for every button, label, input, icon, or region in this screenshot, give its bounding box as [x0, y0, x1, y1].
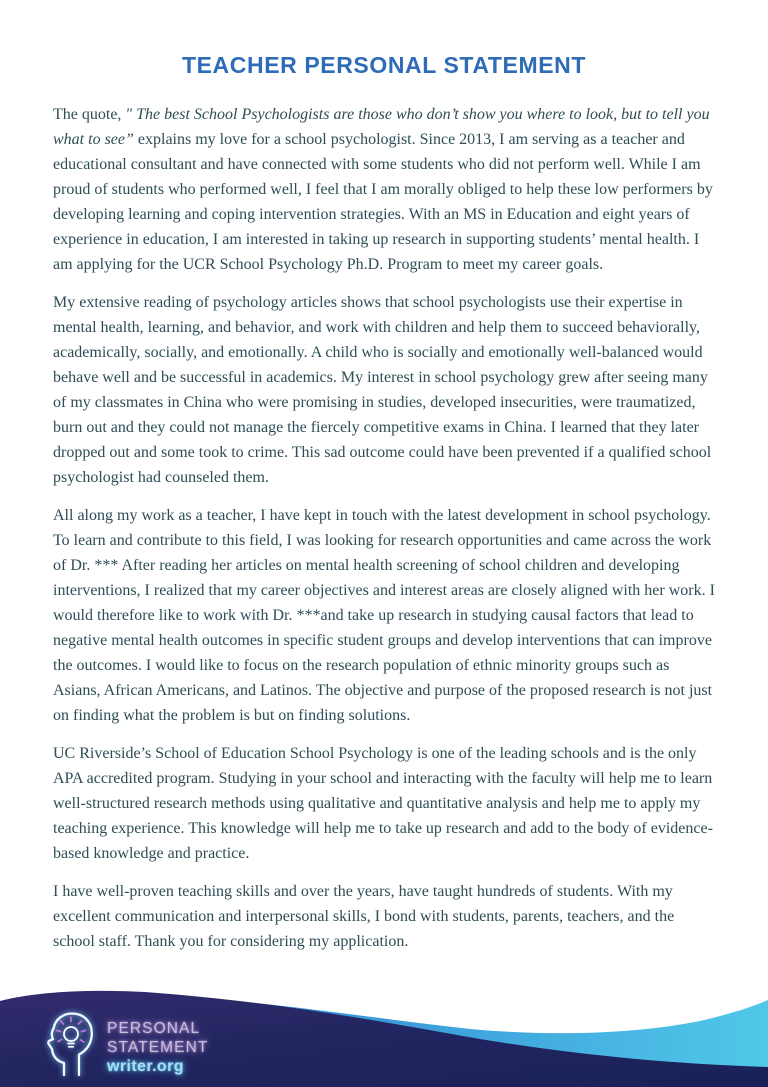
intro-quote: " The best School Psychologists are those who don’t show you where to look, but to tell you what to see”: [53, 106, 710, 148]
footer: [0, 987, 768, 1087]
intro-prefix: The quote,: [53, 106, 126, 123]
document-body: [53, 102, 716, 967]
paragraph: My extensive reading of psychology articles shows that school psychologists use their expertise in mental health, learning, and behavior, and work with children and help them to succeed behaviorally, academically, socially, and emotionally. A child who is socially and emotionally well-balanced would behave well and be successful in academics. My interest in school psychology grew after seeing many of my classmates in China who were promising in studies, developed insecurities, were traumatized, burn out and they could not manage the fiercely competitive exams in China. I learned that they later dropped out and some took to crime. This sad outcome could have been prevented if a qualified school psychologist had counseled them.: [53, 294, 712, 486]
logo-word-personal: PERSONAL: [107, 1020, 201, 1037]
brand-logo-text: [107, 1011, 208, 1076]
paragraph: I have well-proven teaching skills and over the years, have taught hundreds of students. With my excellent communication and interpersonal skills, I bond with students, parents, teachers, and the school staff. Thank you for considering my application.: [53, 883, 675, 950]
paragraph: UC Riverside’s School of Education School Psychology is one of the leading schools and is the only APA accredited program. Studying in your school and interacting with the faculty will help me to learn well-structured research methods using qualitative and quantitative analysis and help me to apply my teaching experience. This knowledge will help me to take up research and add to the body of evidence-based knowledge and practice.: [53, 745, 713, 862]
page-title: TEACHER PERSONAL STATEMENT: [181, 52, 587, 78]
logo-word-statement: STATEMENT: [107, 1039, 209, 1056]
paragraph-intro: [53, 102, 716, 277]
intro-rest: explains my love for a school psychologist. Since 2013, I am serving as a teacher and educational consultant and have connected with some students who did not perform well. While I am proud of students who performed well, I feel that I am morally obliged to help these low performers by developing learning and coping intervention strategies. With an MS in Education and eight years of experience in education, I am interested in taking up research in supporting students’ mental health. I am applying for the UCR School Psychology Ph.D. Program to meet my career goals.: [53, 131, 713, 273]
head-lightbulb-icon: [46, 1011, 98, 1077]
brand-logo: [46, 1011, 208, 1077]
paragraph: All along my work as a teacher, I have kept in touch with the latest development in school psychology. To learn and contribute to this field, I was looking for research opportunities and came across the work of Dr. *** After reading her articles on mental health screening of school children and developing interventions, I realized that my career objectives and interest areas are closely aligned with her work. I would therefore like to work with Dr. ***and take up research in studying causal factors that lead to negative mental health outcomes in specific student groups and develop interventions that can improve the outcomes. I would like to focus on the research population of ethnic minority groups such as Asians, African Americans, and Latinos. The objective and purpose of the proposed research is not just on finding what the problem is but on finding solutions.: [53, 507, 715, 724]
logo-word-writer-org: writer.org: [107, 1058, 184, 1075]
